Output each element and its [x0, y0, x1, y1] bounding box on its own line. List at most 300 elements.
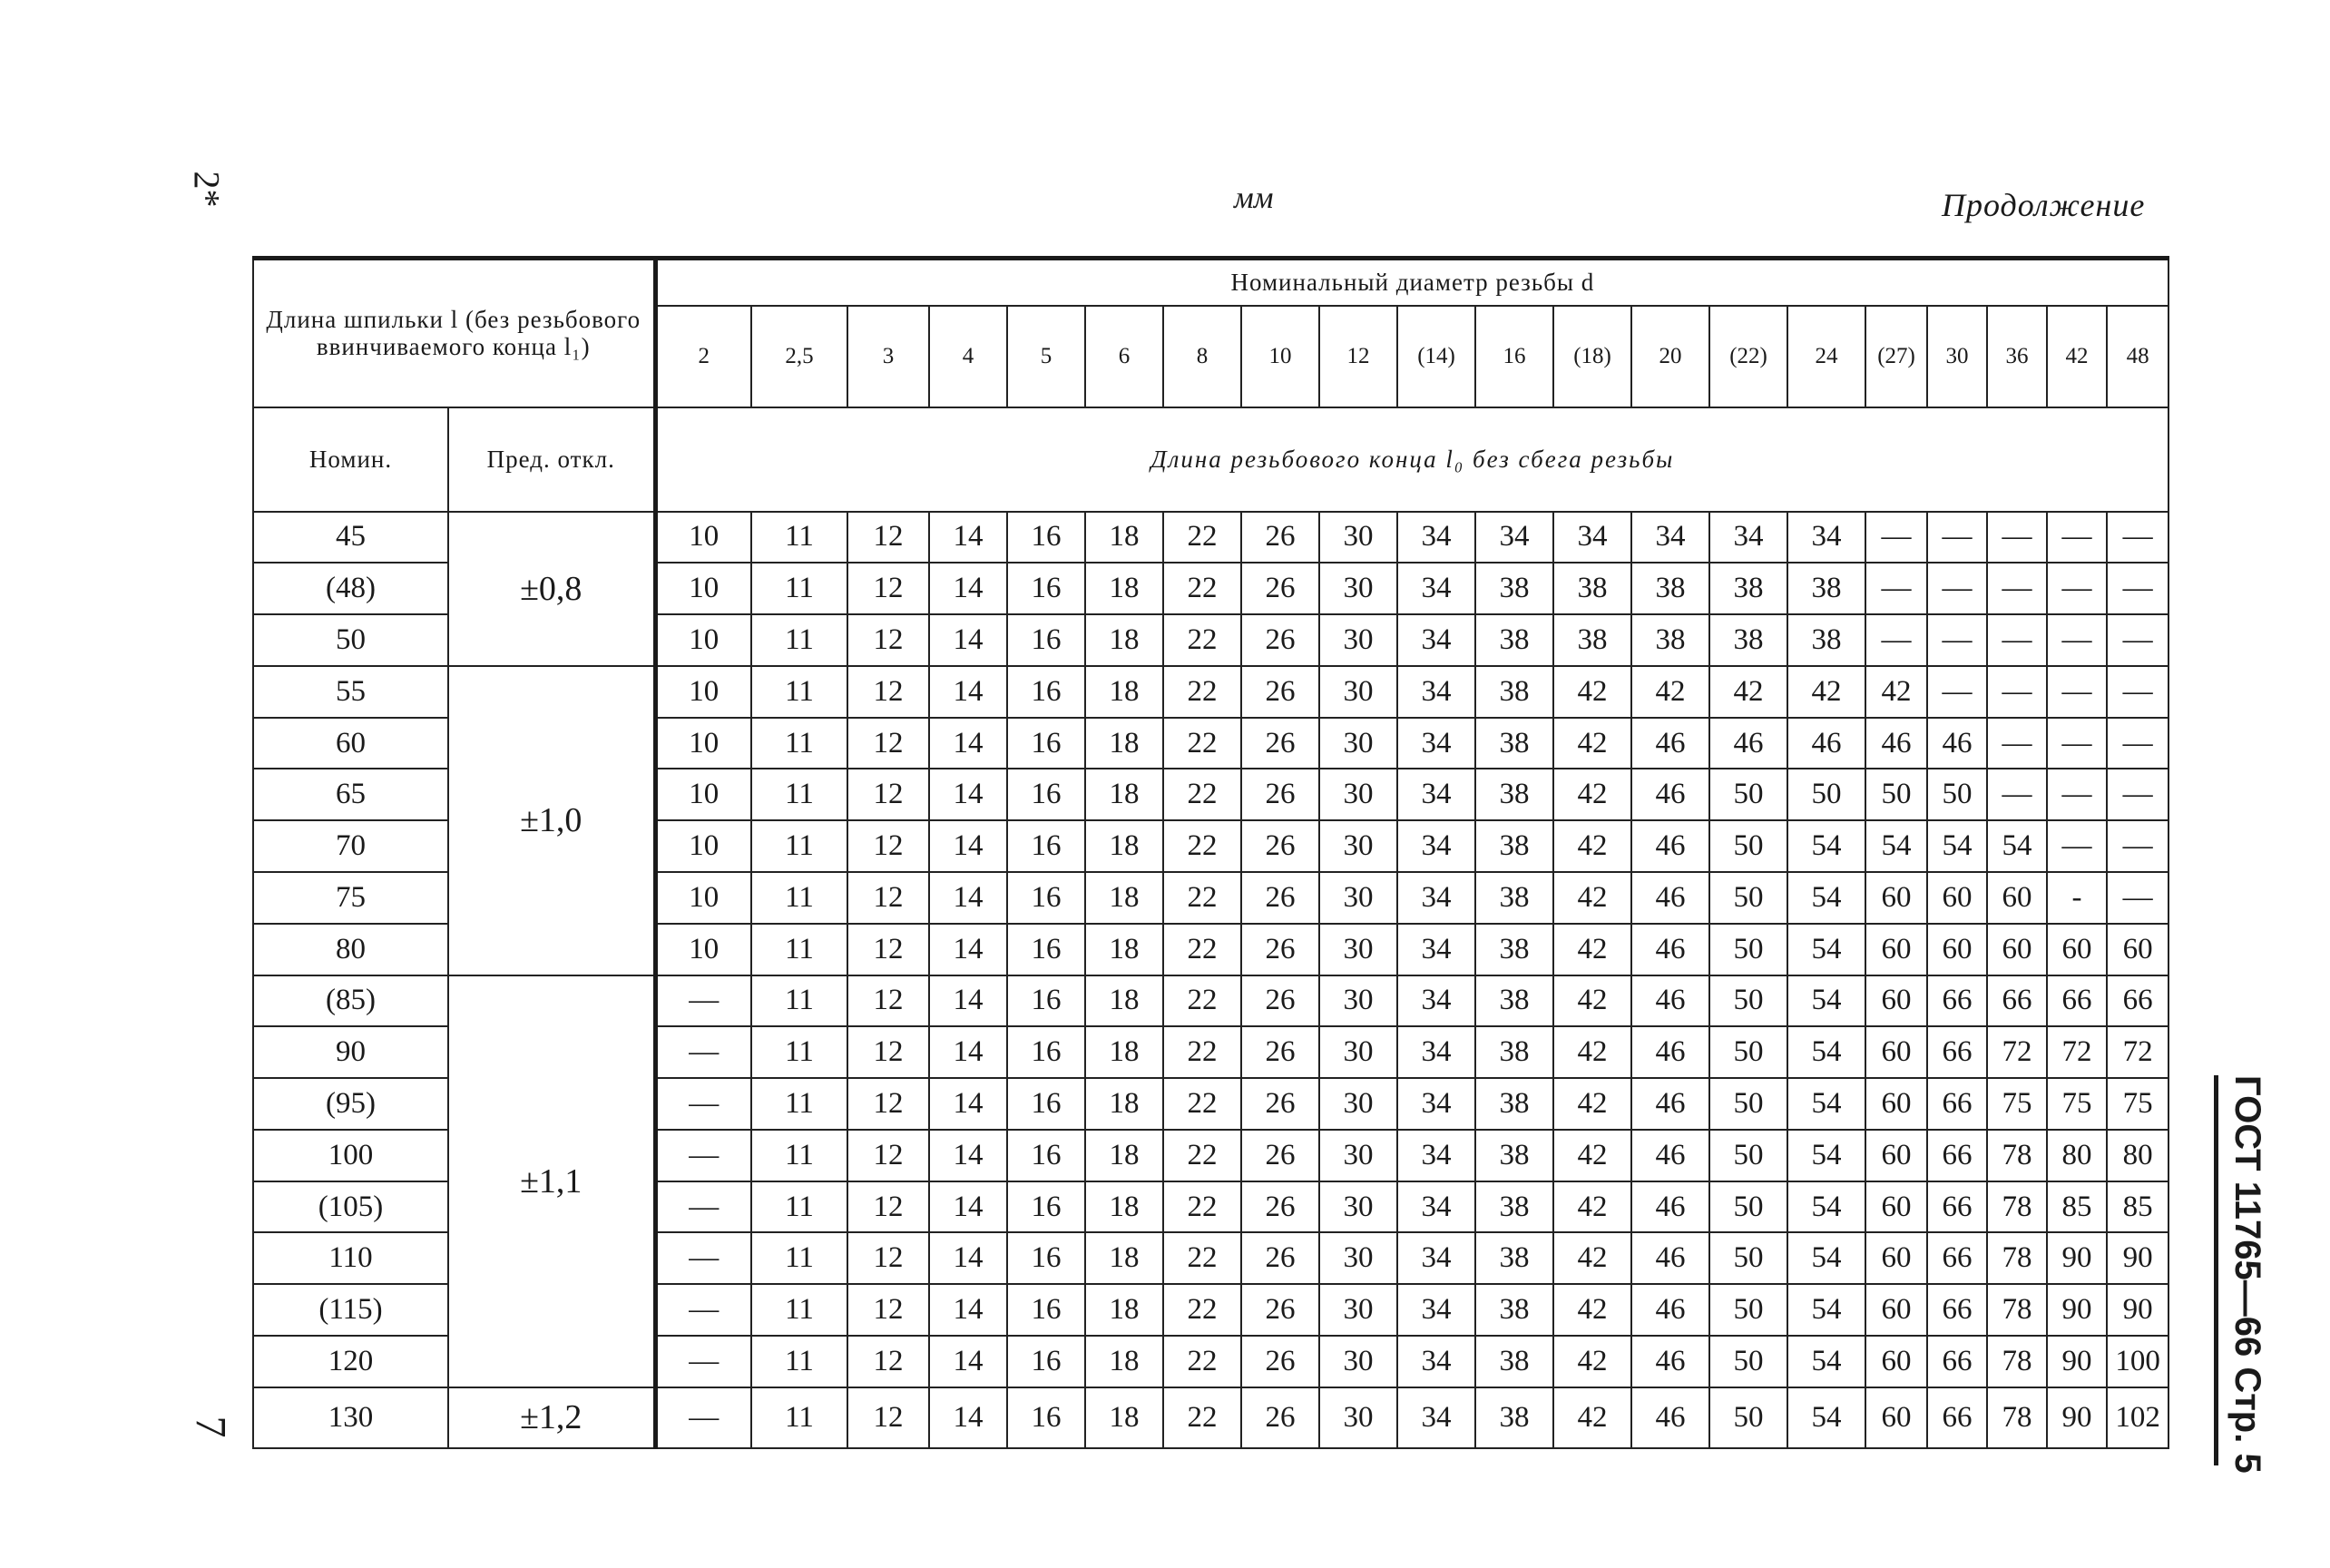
thread-length-cell: 54	[1787, 1387, 1865, 1448]
thread-length-header: Длина резьбового конца l₀ без сбега резьбы	[655, 407, 2168, 512]
thread-length-cell: 22	[1163, 1078, 1241, 1130]
thread-length-cell: 12	[847, 1387, 929, 1448]
thread-length-cell: 30	[1319, 1026, 1397, 1078]
thread-length-cell: 38	[1475, 924, 1553, 975]
thread-length-cell: 90	[2047, 1232, 2107, 1284]
tolerance-cell: ±1,2	[448, 1387, 655, 1448]
thread-length-cell: 30	[1319, 975, 1397, 1027]
thread-length-cell: —	[655, 1181, 751, 1233]
thread-length-cell: 90	[2107, 1232, 2168, 1284]
thread-length-cell: 66	[1927, 1181, 1987, 1233]
thread-length-cell: 60	[1987, 924, 2047, 975]
thread-length-cell: —	[2047, 820, 2107, 872]
thread-length-cell: 78	[1987, 1130, 2047, 1181]
thread-length-cell: —	[655, 1284, 751, 1336]
thread-length-cell: 26	[1241, 975, 1319, 1027]
thread-length-cell: 34	[1397, 563, 1475, 614]
thread-length-cell: 12	[847, 1026, 929, 1078]
thread-length-cell: 22	[1163, 614, 1241, 666]
thread-length-cell: 50	[1709, 1336, 1787, 1387]
thread-length-cell: 10	[655, 820, 751, 872]
thread-length-cell: 34	[1553, 512, 1631, 564]
thread-length-cell: 14	[929, 1026, 1007, 1078]
thread-length-cell: 42	[1787, 666, 1865, 718]
thread-length-cell: 34	[1397, 1181, 1475, 1233]
stud-length-header: Длина шпильки l (без резьбового ввинчиваемого конца l₁)	[253, 259, 655, 407]
thread-length-cell: 16	[1007, 718, 1085, 769]
thread-length-cell: —	[2047, 718, 2107, 769]
thread-length-cell: 14	[929, 718, 1007, 769]
thread-length-cell: 22	[1163, 1026, 1241, 1078]
thread-length-cell: —	[655, 1336, 751, 1387]
nominal-length-cell: 80	[253, 924, 448, 975]
thread-length-cell: 14	[929, 614, 1007, 666]
thread-length-cell: 30	[1319, 1232, 1397, 1284]
thread-length-cell: 42	[1553, 1232, 1631, 1284]
thread-length-cell: 14	[929, 1387, 1007, 1448]
thread-length-cell: 26	[1241, 820, 1319, 872]
thread-length-cell: —	[1987, 614, 2047, 666]
thread-length-cell: 54	[1787, 872, 1865, 924]
thread-length-cell: 10	[655, 718, 751, 769]
thread-length-cell: 34	[1397, 1387, 1475, 1448]
thread-length-cell: 34	[1397, 512, 1475, 564]
thread-length-cell: 38	[1475, 769, 1553, 820]
thread-length-cell: 54	[1787, 1130, 1865, 1181]
thread-length-cell: 14	[929, 1232, 1007, 1284]
thread-length-cell: 80	[2047, 1130, 2107, 1181]
page-corner-mark: 2*	[186, 171, 228, 208]
thread-length-cell: 18	[1085, 769, 1163, 820]
thread-length-cell: 50	[1927, 769, 1987, 820]
thread-length-cell: 54	[1787, 1284, 1865, 1336]
thread-length-cell: 22	[1163, 1284, 1241, 1336]
thread-length-cell: 10	[655, 666, 751, 718]
thread-length-cell: 16	[1007, 1130, 1085, 1181]
nominal-length-cell: (105)	[253, 1181, 448, 1233]
thread-length-cell: 38	[1709, 563, 1787, 614]
thread-length-cell: 60	[1865, 1284, 1927, 1336]
thread-length-cell: 14	[929, 1181, 1007, 1233]
thread-length-cell: 66	[1927, 1078, 1987, 1130]
thread-length-cell: 12	[847, 512, 929, 564]
thread-length-cell: 30	[1319, 718, 1397, 769]
thread-length-cell: 11	[751, 563, 847, 614]
nominal-length-cell: 55	[253, 666, 448, 718]
thread-length-cell: 18	[1085, 1181, 1163, 1233]
thread-length-cell: 38	[1475, 614, 1553, 666]
thread-length-cell: 11	[751, 1336, 847, 1387]
thread-length-cell: 10	[655, 614, 751, 666]
diameter-cell: 42	[2047, 306, 2107, 407]
table-row	[253, 512, 2168, 564]
thread-length-cell: 60	[1927, 872, 1987, 924]
thread-length-cell: —	[2107, 563, 2168, 614]
thread-length-cell: 80	[2107, 1130, 2168, 1181]
thread-length-cell: 30	[1319, 666, 1397, 718]
thread-length-cell: 50	[1709, 1181, 1787, 1233]
thread-length-cell: 26	[1241, 769, 1319, 820]
thread-length-cell: 46	[1631, 975, 1709, 1027]
thread-length-cell: 42	[1631, 666, 1709, 718]
thread-length-cell: 26	[1241, 563, 1319, 614]
thread-length-cell: —	[655, 1026, 751, 1078]
thread-length-cell: 16	[1007, 872, 1085, 924]
thread-length-cell: 22	[1163, 872, 1241, 924]
thread-length-cell: 42	[1553, 1026, 1631, 1078]
thread-length-cell: 42	[1553, 1336, 1631, 1387]
table-row	[253, 975, 2168, 1027]
thread-length-cell: 34	[1397, 1336, 1475, 1387]
thread-length-cell: 18	[1085, 1232, 1163, 1284]
thread-length-cell: 10	[655, 872, 751, 924]
thread-length-cell: 66	[1927, 975, 1987, 1027]
diameter-cell: 16	[1475, 306, 1553, 407]
thread-length-cell: 14	[929, 1284, 1007, 1336]
thread-length-cell: 38	[1475, 1078, 1553, 1130]
thread-length-cell: 34	[1397, 872, 1475, 924]
thread-length-cell: 14	[929, 1078, 1007, 1130]
thread-length-cell: 46	[1631, 1181, 1709, 1233]
thread-length-cell: 11	[751, 1130, 847, 1181]
thread-length-cell: 38	[1787, 614, 1865, 666]
thread-length-cell: 66	[1927, 1130, 1987, 1181]
table-row	[253, 1387, 2168, 1448]
thread-length-cell: 42	[1553, 1078, 1631, 1130]
diameter-cell: (18)	[1553, 306, 1631, 407]
thread-length-cell: 42	[1865, 666, 1927, 718]
thread-length-cell: 50	[1709, 1387, 1787, 1448]
thread-length-cell: 16	[1007, 666, 1085, 718]
thread-length-cell: 54	[1787, 1232, 1865, 1284]
thread-length-cell: 66	[1927, 1026, 1987, 1078]
thread-length-cell: 22	[1163, 769, 1241, 820]
thread-length-cell: 16	[1007, 820, 1085, 872]
thread-length-cell: 42	[1709, 666, 1787, 718]
thread-length-cell: 11	[751, 1078, 847, 1130]
thread-length-cell: 30	[1319, 924, 1397, 975]
nominal-length-cell: 70	[253, 820, 448, 872]
thread-length-cell: 10	[655, 924, 751, 975]
thread-length-cell: 60	[1865, 1078, 1927, 1130]
thread-length-cell: 38	[1475, 1026, 1553, 1078]
thread-length-cell: 60	[1865, 1387, 1927, 1448]
table-row	[253, 666, 2168, 718]
thread-length-cell: 26	[1241, 718, 1319, 769]
thread-length-cell: 46	[1865, 718, 1927, 769]
thread-length-cell: 18	[1085, 820, 1163, 872]
thread-length-cell: 46	[1631, 1284, 1709, 1336]
thread-length-cell: 16	[1007, 1232, 1085, 1284]
thread-length-cell: 10	[655, 563, 751, 614]
thread-length-cell: 26	[1241, 924, 1319, 975]
tolerance-cell: ±1,0	[448, 666, 655, 975]
thread-length-cell: 12	[847, 1284, 929, 1336]
thread-length-cell: 46	[1709, 718, 1787, 769]
thread-length-cell: 26	[1241, 1232, 1319, 1284]
thread-length-cell: 30	[1319, 1078, 1397, 1130]
thread-length-cell: 72	[2107, 1026, 2168, 1078]
thread-length-cell: 14	[929, 872, 1007, 924]
thread-length-cell: 46	[1631, 924, 1709, 975]
thread-length-cell: 90	[2107, 1284, 2168, 1336]
thread-length-cell: 38	[1475, 666, 1553, 718]
thread-length-cell: 34	[1397, 1232, 1475, 1284]
thread-length-cell: 46	[1927, 718, 1987, 769]
thread-length-cell: 11	[751, 820, 847, 872]
thread-length-cell: 66	[1927, 1336, 1987, 1387]
thread-length-cell: 18	[1085, 1336, 1163, 1387]
thread-length-cell: 60	[1865, 1232, 1927, 1284]
thread-length-cell: 34	[1397, 1130, 1475, 1181]
thread-length-cell: 54	[1787, 1336, 1865, 1387]
thread-length-cell: 26	[1241, 1387, 1319, 1448]
thread-length-cell: 38	[1475, 718, 1553, 769]
thread-length-cell: 22	[1163, 1336, 1241, 1387]
thread-length-cell: 72	[1987, 1026, 2047, 1078]
thread-length-cell: 12	[847, 718, 929, 769]
thread-length-cell: 34	[1397, 666, 1475, 718]
thread-length-cell: 26	[1241, 512, 1319, 564]
thread-length-cell: 10	[655, 769, 751, 820]
thread-length-cell: 18	[1085, 1130, 1163, 1181]
thread-length-cell: 26	[1241, 1130, 1319, 1181]
thread-length-cell: 34	[1397, 1078, 1475, 1130]
thread-length-cell: 50	[1787, 769, 1865, 820]
thread-length-cell: 30	[1319, 1387, 1397, 1448]
thread-length-cell: 30	[1319, 1284, 1397, 1336]
thread-length-cell: —	[1927, 512, 1987, 564]
thread-length-cell: 60	[1865, 975, 1927, 1027]
thread-length-cell: 11	[751, 718, 847, 769]
thread-length-cell: 34	[1709, 512, 1787, 564]
thread-length-cell: —	[1927, 563, 1987, 614]
thread-length-cell: 11	[751, 666, 847, 718]
thread-length-cell: 30	[1319, 769, 1397, 820]
thread-length-cell: 50	[1709, 872, 1787, 924]
thread-length-cell: 50	[1709, 975, 1787, 1027]
thread-length-cell: 38	[1475, 1232, 1553, 1284]
thread-length-cell: 10	[655, 512, 751, 564]
thread-length-cell: 18	[1085, 563, 1163, 614]
thread-length-cell: 16	[1007, 975, 1085, 1027]
thread-length-cell: 18	[1085, 924, 1163, 975]
thread-length-cell: 50	[1709, 1026, 1787, 1078]
thread-length-cell: —	[2047, 563, 2107, 614]
thread-length-cell: 16	[1007, 512, 1085, 564]
thread-length-cell: 14	[929, 666, 1007, 718]
nominal-length-cell: 120	[253, 1336, 448, 1387]
thread-length-cell: 11	[751, 614, 847, 666]
diameter-cell: 12	[1319, 306, 1397, 407]
thread-length-cell: 16	[1007, 924, 1085, 975]
thread-length-cell: 42	[1553, 820, 1631, 872]
thread-length-cell: —	[2047, 512, 2107, 564]
nominal-length-cell: (85)	[253, 975, 448, 1027]
thread-length-cell: —	[2107, 512, 2168, 564]
tolerance-header: Пред. откл.	[448, 407, 655, 512]
thread-length-cell: 100	[2107, 1336, 2168, 1387]
diameter-cell: 48	[2107, 306, 2168, 407]
thread-length-cell: 26	[1241, 666, 1319, 718]
thread-length-cell: 26	[1241, 614, 1319, 666]
thread-length-cell: 18	[1085, 1284, 1163, 1336]
thread-length-cell: —	[2047, 769, 2107, 820]
thread-length-cell: 38	[1475, 1181, 1553, 1233]
thread-length-cell: 22	[1163, 718, 1241, 769]
thread-length-cell: 46	[1631, 769, 1709, 820]
thread-length-cell: 11	[751, 1387, 847, 1448]
thread-length-cell: 60	[2107, 924, 2168, 975]
thread-length-cell: 78	[1987, 1336, 2047, 1387]
thread-length-cell: 14	[929, 975, 1007, 1027]
thread-length-cell: 50	[1709, 1078, 1787, 1130]
thread-length-cell: 16	[1007, 1026, 1085, 1078]
thread-length-cell: 85	[2107, 1181, 2168, 1233]
diameter-cell: (14)	[1397, 306, 1475, 407]
thread-length-cell: 54	[1927, 820, 1987, 872]
thread-length-cell: —	[2107, 614, 2168, 666]
thread-length-cell: 12	[847, 872, 929, 924]
thread-length-cell: 12	[847, 1078, 929, 1130]
thread-length-cell: 30	[1319, 1181, 1397, 1233]
thread-length-cell: 22	[1163, 1181, 1241, 1233]
nominal-length-cell: (95)	[253, 1078, 448, 1130]
thread-length-cell: 38	[1475, 1387, 1553, 1448]
dimensions-table	[252, 256, 2169, 1449]
thread-length-cell: 50	[1709, 1284, 1787, 1336]
thread-length-cell: 22	[1163, 975, 1241, 1027]
thread-length-cell: 38	[1475, 563, 1553, 614]
thread-length-cell: 54	[1787, 1078, 1865, 1130]
thread-length-cell: —	[1987, 718, 2047, 769]
thread-length-cell: 54	[1787, 820, 1865, 872]
thread-length-cell: 30	[1319, 614, 1397, 666]
thread-length-cell: 16	[1007, 769, 1085, 820]
diameter-cell: 2,5	[751, 306, 847, 407]
thread-length-cell: 34	[1475, 512, 1553, 564]
standard-side-label	[2214, 1075, 2273, 1474]
thread-length-cell: 12	[847, 924, 929, 975]
thread-length-cell: —	[2047, 614, 2107, 666]
thread-length-cell: 12	[847, 1181, 929, 1233]
thread-length-cell: —	[2107, 666, 2168, 718]
thread-length-cell: 22	[1163, 1232, 1241, 1284]
nominal-length-cell: 90	[253, 1026, 448, 1078]
thread-length-cell: 22	[1163, 820, 1241, 872]
thread-length-cell: 11	[751, 975, 847, 1027]
thread-length-cell: 38	[1787, 563, 1865, 614]
thread-length-cell: 26	[1241, 1284, 1319, 1336]
thread-length-cell: 38	[1631, 614, 1709, 666]
thread-length-cell: 12	[847, 563, 929, 614]
thread-length-cell: 26	[1241, 1026, 1319, 1078]
thread-length-cell: 50	[1709, 1130, 1787, 1181]
diameter-cell: 5	[1007, 306, 1085, 407]
nominal-length-cell: 65	[253, 769, 448, 820]
thread-length-cell: 38	[1475, 872, 1553, 924]
nominal-length-cell: (115)	[253, 1284, 448, 1336]
thread-length-cell: —	[1927, 614, 1987, 666]
thread-length-cell: 34	[1397, 924, 1475, 975]
thread-length-cell: 90	[2047, 1387, 2107, 1448]
thread-length-cell: 38	[1709, 614, 1787, 666]
thread-length-cell: 60	[1865, 1336, 1927, 1387]
thread-length-cell: 75	[1987, 1078, 2047, 1130]
thread-length-cell: 50	[1865, 769, 1927, 820]
thread-length-cell: 50	[1709, 924, 1787, 975]
thread-length-cell: 30	[1319, 872, 1397, 924]
table-body	[253, 512, 2168, 1449]
thread-length-cell: —	[1987, 512, 2047, 564]
thread-length-cell: 60	[1987, 872, 2047, 924]
nominal-length-cell: 50	[253, 614, 448, 666]
thread-length-cell: 12	[847, 1336, 929, 1387]
thread-length-cell: 30	[1319, 512, 1397, 564]
thread-length-cell: 30	[1319, 1130, 1397, 1181]
thread-length-cell: 60	[2047, 924, 2107, 975]
thread-length-cell: 22	[1163, 563, 1241, 614]
diameter-cell: 2	[655, 306, 751, 407]
nominal-length-cell: 75	[253, 872, 448, 924]
thread-length-cell: 14	[929, 1336, 1007, 1387]
thread-length-cell: 34	[1397, 769, 1475, 820]
thread-length-cell: —	[1987, 769, 2047, 820]
thread-length-cell: 16	[1007, 563, 1085, 614]
thread-length-cell: 60	[1927, 924, 1987, 975]
thread-length-cell: 42	[1553, 718, 1631, 769]
thread-length-cell: 26	[1241, 872, 1319, 924]
thread-length-cell: 34	[1397, 614, 1475, 666]
thread-length-cell: —	[1865, 614, 1927, 666]
continuation-label: Продолжение	[1942, 187, 2146, 223]
thread-length-cell: 78	[1987, 1387, 2047, 1448]
thread-length-cell: 22	[1163, 1130, 1241, 1181]
thread-length-cell: 66	[1927, 1284, 1987, 1336]
thread-length-cell: 34	[1787, 512, 1865, 564]
thread-length-cell: —	[2107, 769, 2168, 820]
thread-length-cell: 16	[1007, 1336, 1085, 1387]
nominal-length-cell: 130	[253, 1387, 448, 1448]
nominal-length-cell: (48)	[253, 563, 448, 614]
thread-length-cell: 14	[929, 1130, 1007, 1181]
thread-length-cell: 11	[751, 769, 847, 820]
thread-length-cell: 18	[1085, 1387, 1163, 1448]
diameter-cell: 6	[1085, 306, 1163, 407]
thread-length-cell: -	[2047, 872, 2107, 924]
thread-length-cell: 46	[1631, 820, 1709, 872]
thread-length-cell: 85	[2047, 1181, 2107, 1233]
thread-length-cell: 38	[1553, 614, 1631, 666]
thread-length-cell: —	[2107, 872, 2168, 924]
thread-length-cell: —	[655, 975, 751, 1027]
thread-length-cell: 54	[1987, 820, 2047, 872]
thread-length-cell: 11	[751, 1181, 847, 1233]
nominal-length-cell: 60	[253, 718, 448, 769]
diameter-cell: 8	[1163, 306, 1241, 407]
thread-length-cell: 60	[1865, 1130, 1927, 1181]
thread-length-cell: 38	[1475, 820, 1553, 872]
thread-length-cell: —	[655, 1232, 751, 1284]
thread-length-cell: 54	[1787, 924, 1865, 975]
thread-length-cell: 16	[1007, 1387, 1085, 1448]
thread-length-cell: 75	[2107, 1078, 2168, 1130]
thread-length-cell: 18	[1085, 1078, 1163, 1130]
thread-length-cell: 54	[1865, 820, 1927, 872]
thread-length-cell: 30	[1319, 563, 1397, 614]
thread-length-cell: 34	[1397, 975, 1475, 1027]
thread-length-cell: 46	[1631, 1232, 1709, 1284]
